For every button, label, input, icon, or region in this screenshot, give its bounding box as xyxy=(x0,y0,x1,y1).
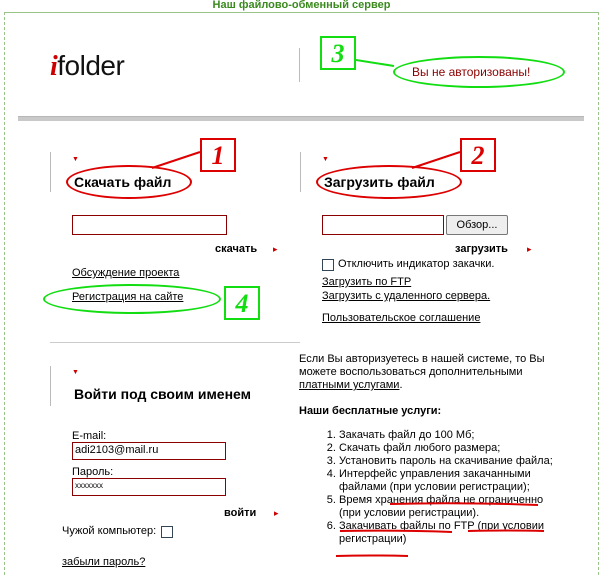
login-divider xyxy=(50,366,51,406)
foreign-computer-checkbox[interactable] xyxy=(161,526,173,538)
annotation-line-2 xyxy=(410,150,462,170)
arrow-right-icon: ▸ xyxy=(527,244,532,254)
triangle-icon: ▼ xyxy=(72,369,79,376)
email-label: E-mail: xyxy=(72,430,107,442)
list-item: 1. Закачать файл до 100 Мб; xyxy=(339,429,559,442)
header-divider xyxy=(299,48,300,82)
ifolder-logo[interactable]: ifolder xyxy=(50,50,125,82)
login-separator xyxy=(50,342,300,343)
annotation-number-2: 2 xyxy=(460,138,496,172)
disable-indicator-row xyxy=(322,258,494,271)
list-item: 5. Время хранения файла не ограниченно (при условии регистрации). xyxy=(339,494,559,520)
annotation-line-3 xyxy=(356,58,396,68)
forgot-password-link[interactable]: забыли пароль? xyxy=(62,556,146,568)
remote-upload-link[interactable]: Загрузить с удаленного сервера. xyxy=(322,290,491,302)
auth-status: Вы не авторизованы! xyxy=(412,65,531,79)
upload-divider xyxy=(300,152,301,192)
download-divider xyxy=(50,152,51,192)
list-item: 3. Установить пароль на скачивание файла; xyxy=(339,455,559,468)
download-heading: Скачать файл xyxy=(74,174,172,190)
paid-services-link[interactable]: платными услугами xyxy=(299,379,400,391)
password-label: Пароль: xyxy=(72,466,114,478)
banner-title: Наш файлово-обменный сервер xyxy=(0,0,603,12)
register-link[interactable]: Регистрация на сайте xyxy=(72,291,184,303)
download-button[interactable]: скачать xyxy=(215,243,258,255)
arrow-right-icon: ▸ xyxy=(273,244,278,254)
browse-button[interactable]: Обзор... xyxy=(446,215,508,235)
info-intro: Если Вы авторизуетесь в нашей системе, то Вы можете воспользоваться дополнительными платными услугами. xyxy=(299,353,545,391)
triangle-icon: ▼ xyxy=(72,156,79,163)
upload-heading: Загрузить файл xyxy=(324,174,435,190)
disable-indicator-checkbox[interactable] xyxy=(322,259,334,271)
annotation-number-4: 4 xyxy=(224,286,260,320)
user-agreement-link[interactable]: Пользовательское соглашение xyxy=(322,312,481,324)
list-item: 2. Скачать файл любого размера; xyxy=(339,442,559,455)
project-discussion-link[interactable]: Обсуждение проекта xyxy=(72,267,180,279)
download-url-input[interactable] xyxy=(72,215,227,235)
annotation-number-1: 1 xyxy=(200,138,236,172)
annotation-underlines xyxy=(330,490,560,570)
disable-indicator-label: Отключить индикатор закачки. xyxy=(338,258,495,270)
header-separator-bar xyxy=(18,116,584,121)
annotation-number-3: 3 xyxy=(320,36,356,70)
upload-button[interactable]: загрузить xyxy=(455,243,508,255)
arrow-right-icon: ▸ xyxy=(274,508,279,518)
password-field[interactable]: xxxxxxx xyxy=(72,478,226,496)
list-item: 6. Закачивать файлы по FTP (при условии регистрации) xyxy=(339,520,559,546)
login-button[interactable]: войти xyxy=(224,507,257,519)
foreign-computer-row xyxy=(62,525,173,538)
email-field[interactable]: adi2103@mail.ru xyxy=(72,442,226,460)
list-item: 4. Интерфейс управления закачанными файлами (при условии регистрации); xyxy=(339,468,559,494)
upload-file-input[interactable] xyxy=(322,215,444,235)
free-services-heading: Наши бесплатные услуги: xyxy=(299,405,442,417)
foreign-computer-label: Чужой компьютер: xyxy=(62,525,157,537)
ftp-upload-link[interactable]: Загрузить по FTP xyxy=(322,276,412,288)
triangle-icon: ▼ xyxy=(322,156,329,163)
login-heading: Войти под своим именем xyxy=(74,386,251,402)
annotation-line-1 xyxy=(150,150,202,170)
